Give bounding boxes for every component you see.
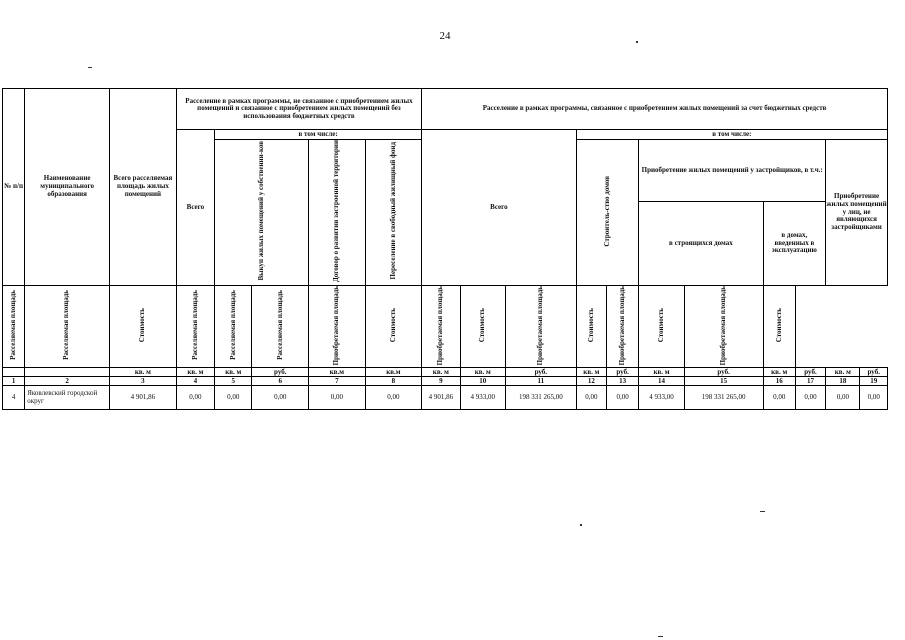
sub-cost: [365, 285, 422, 368]
column-number: 19: [860, 377, 888, 386]
unit-cell: кв.м: [365, 368, 422, 377]
cell-value: 0,00: [795, 386, 825, 410]
cell-value: 198 331 265,00: [505, 386, 576, 410]
units-row: [3, 368, 888, 377]
unit-cell: руб.: [505, 368, 576, 377]
unit-cell: кв. м: [176, 368, 214, 377]
row-num: 4: [3, 386, 25, 410]
column-number: 9: [422, 377, 460, 386]
cell-value: 0,00: [215, 386, 252, 410]
unit-cell: кв. м: [826, 368, 860, 377]
unit-cell: кв. м: [763, 368, 795, 377]
sub-cost-text: Стоимость: [774, 308, 783, 343]
sub-resettled-area: [215, 285, 252, 368]
cell-value: 4 933,00: [639, 386, 684, 410]
unit-cell: [25, 368, 110, 377]
sub-cost-text: Стоимость: [388, 308, 397, 343]
column-number: 15: [684, 377, 763, 386]
column-number: 8: [365, 377, 422, 386]
sub-resettled-area-text: Расселяемая площадь: [190, 290, 199, 361]
cell-value: 0,00: [576, 386, 606, 410]
unit-cell: руб.: [684, 368, 763, 377]
sub-acquired-area-text: Приобретаемая площадь: [617, 285, 626, 365]
header-b-construction: [576, 140, 639, 286]
header-municipality: Наименование муниципального образования: [25, 89, 110, 286]
header-b-total: Всего: [422, 130, 577, 286]
sub-cost: [110, 285, 177, 368]
cell-value: 0,00: [309, 386, 366, 410]
unit-cell: кв. м: [215, 368, 252, 377]
header-total-area: Всего расселяемая площадь жилых помещений: [110, 89, 177, 286]
header-group-budget: Расселение в рамках программы, связанное с приобретением жилых помещений за счет бюджетных средств: [422, 89, 888, 130]
sub-resettled-area-text: Расселяемая площадь: [228, 290, 237, 361]
column-number: 7: [309, 377, 366, 386]
scan-speck: [580, 524, 582, 526]
unit-cell: кв. м: [460, 368, 505, 377]
column-number: 3: [110, 377, 177, 386]
column-number: 4: [176, 377, 214, 386]
column-number: 6: [252, 377, 309, 386]
header-a-total: Всего: [176, 130, 214, 286]
header-b-including: в том числе:: [576, 130, 887, 140]
sub-acquired-area-text: Приобретаемая площадь: [436, 285, 445, 365]
column-number: 11: [505, 377, 576, 386]
unit-cell: руб.: [795, 368, 825, 377]
header-a-contract-text: Договор о развитии застроенной территории: [332, 140, 341, 283]
sub-cost: [576, 285, 606, 368]
unit-cell: руб.: [606, 368, 638, 377]
header-a-relocation-text: Переселение в свободный жилищный фонд: [388, 142, 397, 280]
sub-resettled-area: [25, 285, 110, 368]
unit-cell: руб.: [252, 368, 309, 377]
column-number: 1: [3, 377, 25, 386]
unit-cell: кв. м: [639, 368, 684, 377]
sub-cost-text: Стоимость: [586, 308, 595, 343]
header-a-relocation: [365, 140, 422, 286]
column-number: 2: [25, 377, 110, 386]
scan-speck: [658, 636, 663, 637]
unit-cell: кв. м: [576, 368, 606, 377]
header-a-including: в том числе:: [215, 130, 422, 140]
sub-acquired-area-text: Приобретаемая площадь: [718, 285, 727, 365]
sub-resettled-area: [3, 285, 25, 368]
scan-speck: [88, 67, 92, 68]
unit-cell: [3, 368, 25, 377]
unit-cell: кв. м: [110, 368, 177, 377]
sub-acquired-area: [505, 285, 576, 368]
scan-speck: [636, 41, 638, 43]
header-b-construction-text: Строитель-ство домов: [602, 175, 611, 247]
header-b-commissioned: в домах, введенных в эксплуатацию: [763, 202, 826, 285]
cell-value: 0,00: [606, 386, 638, 410]
sub-resettled-area-text: Расселяемая площадь: [62, 290, 71, 361]
header-b-non-developers: Приобретение жилых помещений у лиц, не являющихся застройщиками: [826, 140, 888, 286]
cell-value: 0,00: [252, 386, 309, 410]
sub-acquired-area-text: Приобретаемая площадь: [332, 285, 341, 365]
page-number: 24: [439, 30, 451, 42]
resettlement-table: [2, 88, 888, 410]
cell-value: 0,00: [365, 386, 422, 410]
column-number: 14: [639, 377, 684, 386]
header-a-buyout: [215, 140, 309, 286]
sub-resettled-area: [252, 285, 309, 368]
header-b-under-construction: в строящихся домах: [639, 202, 763, 285]
sub-cost: [639, 285, 684, 368]
sub-resettled-area-text: Расселяемая площадь: [8, 290, 17, 361]
cell-value: 0,00: [176, 386, 214, 410]
table-row: [3, 386, 888, 410]
cell-value: 198 331 265,00: [684, 386, 763, 410]
sub-cost-text: Стоимость: [138, 308, 147, 343]
sub-acquired-area-text: Приобретаемая площадь: [536, 285, 545, 365]
cell-value: 4 901,86: [422, 386, 460, 410]
sub-resettled-area: [176, 285, 214, 368]
sub-cost-text: Стоимость: [478, 308, 487, 343]
unit-cell: руб.: [860, 368, 888, 377]
sub-acquired-area: [309, 285, 366, 368]
cell-value: 0,00: [763, 386, 795, 410]
sub-cost: [763, 285, 795, 368]
header-b-from-developers: Приобретение жилых помещений у застройщиков, в т.ч.:: [639, 140, 826, 202]
sub-cost-text: Стоимость: [656, 308, 665, 343]
column-number: 10: [460, 377, 505, 386]
scan-speck: [760, 511, 765, 512]
sub-acquired-area: [684, 285, 763, 368]
unit-cell: кв.м: [309, 368, 366, 377]
sub-acquired-area: [422, 285, 460, 368]
row-municipality: Яковлевский городской округ: [25, 386, 110, 410]
cell-value: 4 933,00: [460, 386, 505, 410]
cell-value: 0,00: [860, 386, 888, 410]
column-number: 12: [576, 377, 606, 386]
header-num: № п/п: [3, 89, 25, 286]
column-number: 16: [763, 377, 795, 386]
cell-value: 4 901,86: [110, 386, 177, 410]
unit-cell: кв. м: [422, 368, 460, 377]
column-number: 5: [215, 377, 252, 386]
sub-resettled-area-text: Расселяемая площадь: [275, 290, 284, 361]
sub-acquired-area: [606, 285, 638, 368]
column-number: 13: [606, 377, 638, 386]
header-a-buyout-text: Выкуп жилых помещений у собственни-ков: [256, 141, 265, 281]
header-group-nonbudget: Расселение в рамках программы, не связанное с приобретением жилых помещений и связанное с приобретением жилых помещений без использования бюджетных средств: [176, 89, 421, 130]
cell-value: 0,00: [826, 386, 860, 410]
column-number: 18: [826, 377, 860, 386]
header-a-contract: [309, 140, 366, 286]
sub-cost: [460, 285, 505, 368]
column-numbers-row: [3, 377, 888, 386]
column-number: 17: [795, 377, 825, 386]
